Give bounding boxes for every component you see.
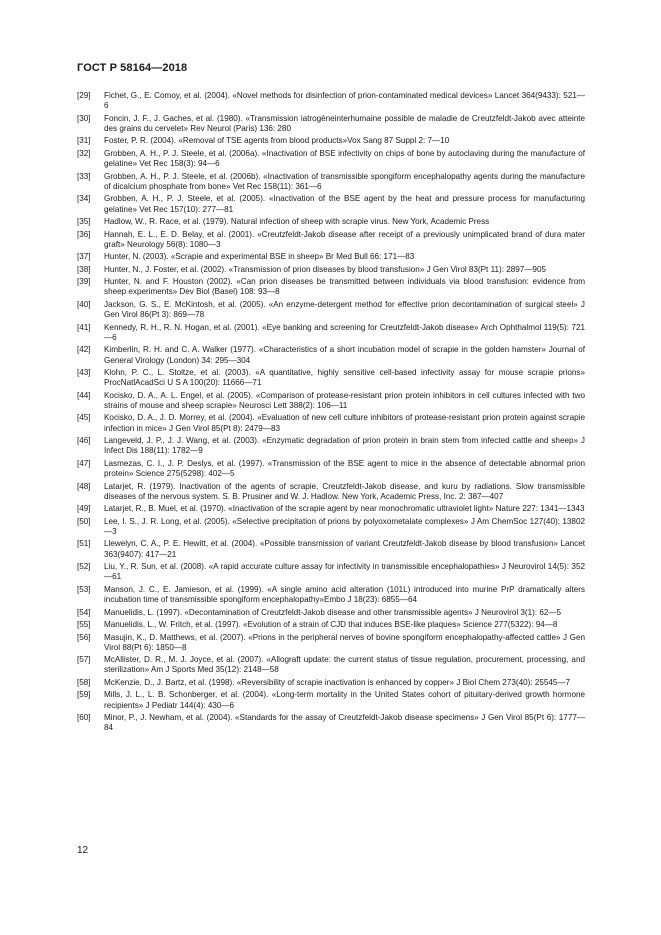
reference-number: [53]: [77, 584, 91, 594]
reference-text: Manuelidis, L. (1997). «Decontamination of Creutzfeldt-Jakob disease and other transmissible agents» J Neurovirol 3(1): 62—5: [104, 607, 562, 617]
reference-number: [59]: [77, 690, 91, 700]
reference-text: Latarjet, R. (1979). Inactivation of the agents of scrapie, Creutzfeldt-Jakob disease, and kuru by radiations. Slow transmissible diseases of the nervous system. S. B. Prusiner and W. J. Hadlow. New York, Academic Press, Inc. 2: 387—407: [104, 481, 585, 501]
reference-text: Latarjet, R., B. Muel, et al. (1970). «Inactivation of the scrapie agent by near monochromatic ultraviolet light» Nature 227: 1341—1343: [104, 504, 585, 514]
reference-item: [77, 413, 585, 433]
reference-text: Hunter, N. (2003). «Scrapie and experimental BSE in sheep» Br Med Bull 66: 171—83: [104, 252, 415, 262]
reference-item: [77, 149, 585, 169]
reference-number: [43]: [77, 368, 91, 378]
reference-text: Hunter, N. and F. Houston (2002). «Can prion diseases be transmitted between individuals via blood transfusion: evidence from sheep experiments» Dev Biol (Basel) 108: 93—8: [104, 277, 585, 297]
reference-number: [36]: [77, 229, 91, 239]
reference-item: [77, 436, 585, 456]
reference-item: [77, 217, 585, 227]
reference-number: [37]: [77, 252, 91, 262]
reference-number: [50]: [77, 516, 91, 526]
reference-text: Kennedy, R. H., R. N. Hogan, et al. (2001). «Eye banking and screening for Creutzfeldt-Jakob disease» Arch Ophthalmol 119(5): 721—6: [104, 322, 585, 342]
reference-text: Grobben, A. H., P. J. Steele, et al. (2005). «Inactivation of the BSE agent by the heat and pressure process for manufacturing gelatine» Vet Rec 157(10): 277—81: [104, 194, 585, 214]
reference-number: [30]: [77, 113, 91, 123]
reference-number: [48]: [77, 481, 91, 491]
document-header: ГОСТ Р 58164—2018: [77, 62, 188, 74]
reference-list: [77, 91, 585, 736]
reference-text: Manuelidis, L., W. Fritch, et al. (1997). «Evolution of a strain of CJD that induces BSE-like plaques» Science 277(5322): 94—8: [104, 620, 558, 630]
reference-text: Kimberlin, R. H. and C. A. Walker (1977). «Characteristics of a short incubation model of scrapie in the golden hamster» Journal of General Virology (London) 34: 295—304: [104, 345, 585, 365]
reference-number: [56]: [77, 632, 91, 642]
reference-number: [51]: [77, 539, 91, 549]
reference-item: [77, 713, 585, 733]
reference-item: [77, 690, 585, 710]
reference-text: Hannah, E. L., E. D. Belay, et al. (2001). «Creutzfeldt-Jakob disease after receipt of a previously unimplicated brand of dura mater graft» Neurology 56(8): 1080—3: [104, 229, 585, 249]
reference-text: Lasmezas, C. I., J. P. Deslys, et al. (1997). «Transmission of the BSE agent to mice in the absence of detectable abnormal prion protein» Science 275(5298): 402—5: [104, 458, 585, 479]
reference-text: Foncin, J. F., J. Gaches, et al. (1980). «Transmission iatrogèneinterhumaine possible de maladie de Creutzfeldt-Jakob avec atteinte des grains du cervelet» Rev Neurol (Paris) 136: 280: [104, 113, 585, 133]
reference-item: [77, 114, 585, 134]
reference-number: [29]: [77, 91, 91, 100]
reference-item: [77, 265, 585, 275]
reference-text: Liu, Y., R. Sun, et al. (2008). «A rapid accurate culture assay for infectivity in transmissible encephalopathies» J Neurovirol 14(5): 352—61: [104, 562, 585, 582]
reference-text: Lee, I. S., J. R. Long, et al. (2005). «Selective precipitation of prions by polyoxometalate complexes» J Am ChemSoc 127(40): 13802—3: [104, 516, 585, 536]
reference-number: [40]: [77, 299, 91, 309]
reference-item: [77, 194, 585, 214]
reference-number: [42]: [77, 345, 91, 355]
reference-number: [47]: [77, 458, 91, 468]
reference-item: [77, 230, 585, 250]
reference-item: [77, 91, 585, 111]
reference-text: Grobben, A. H., P. J. Steele, et al. (2006a). «Inactivation of BSE infectivity on chips of bone by autoclaving during the manufacture of gelatine» Vet Rec 158(3): 94—6: [104, 148, 585, 169]
reference-number: [31]: [77, 136, 91, 146]
reference-number: [58]: [77, 677, 91, 687]
reference-number: [54]: [77, 607, 91, 617]
reference-text: Grobben, A. H., P. J. Steele, et al. (2006b). «Inactivation of transmissible spongiform encephalopathy agents during the manufacture of dicalcium phosphate from bone» Vet Rec 158(11): 361—6: [104, 171, 585, 191]
reference-text: Foster, P. R. (2004). «Removal of TSE agents from blood products»Vox Sang 87 Suppl 2: 7—10: [104, 136, 450, 146]
reference-item: [77, 608, 585, 618]
reference-number: [57]: [77, 655, 91, 665]
reference-item: [77, 482, 585, 502]
reference-item: [77, 252, 585, 262]
reference-item: [77, 136, 585, 146]
reference-text: Minor, P., J. Newham, et al. (2004). «Standards for the assay of Creutzfeldt-Jakob disease specimens» J Gen Virol 85(Pt 6): 1777—84: [104, 713, 585, 733]
reference-text: Manson, J. C., E. Jamieson, et al. (1999). «A single amino acid alteration (101L) introduced into murine PrP dramatically alters incubation time of transmissible spongiform encephalopathy»Embo J 18(23): 6855—64: [104, 584, 585, 605]
reference-item: [77, 368, 585, 388]
reference-number: [45]: [77, 413, 91, 423]
reference-item: [77, 539, 585, 559]
reference-text: Kocisko, D. A., J. D. Morrey, et al. (2004). «Evaluation of new cell culture inhibitors of protease-resistant prion protein against scrapie infection in mice» J Gen Virol 85(Pt 8): 2479—83: [104, 413, 585, 433]
reference-number: [49]: [77, 504, 91, 514]
reference-item: [77, 504, 585, 514]
reference-item: [77, 655, 585, 675]
reference-number: [55]: [77, 620, 91, 630]
reference-item: [77, 300, 585, 320]
reference-text: Klohn, P. C., L. Stoltze, et al. (2003). «A quantitative, highly sensitive cell-based infectivity assay for mouse scrapie prions» ProcNatlAcadSci U S A 100(20): 11666—71: [104, 368, 585, 388]
reference-number: [46]: [77, 436, 91, 446]
reference-item: [77, 459, 585, 479]
reference-number: [39]: [77, 277, 91, 287]
reference-item: [77, 633, 585, 653]
reference-text: Jackson, G. S., E. McKintosh, et al. (2005). «An enzyme-detergent method for effective prion decontamination of surgical steel» J Gen Virol 86(Pt 3): 869—78: [104, 299, 585, 320]
reference-text: Hadlow, W., R. Race, et al. (1979). Natural infection of sheep with scrapie virus. New York, Academic Press: [104, 217, 490, 227]
reference-text: Langeveld, J. P., J. J. Wang, et al. (2003). «Enzymatic degradation of prion protein in brain stem from infected cattle and sheep» J Infect Dis 188(11): 1782—9: [104, 436, 585, 456]
reference-item: [77, 391, 585, 411]
reference-number: [38]: [77, 264, 91, 274]
reference-number: [32]: [77, 148, 91, 158]
reference-item: [77, 562, 585, 582]
reference-text: Llewelyn, C. A., P. E. Hewitt, et al. (2004). «Possible transmission of variant Creutzfeldt-Jakob disease by blood transfusion» Lancet 363(9407): 417—21: [104, 539, 585, 559]
reference-text: Kocisko, D. A., A. L. Engel, et al. (2005). «Comparison of protease-resistant prion protein inhibitors in cell cultures infected with two strains of mouse and sheep scrapie» Neurosci Lett 388(2): 106—11: [104, 390, 585, 410]
reference-item: [77, 277, 585, 297]
reference-text: Fichet, G., E. Comoy, et al. (2004). «Novel methods for disinfection of prion-contaminated medical devices» Lancet 364(9433): 521—6: [104, 91, 585, 111]
reference-item: [77, 345, 585, 365]
reference-number: [41]: [77, 322, 91, 332]
reference-text: Hunter, N., J. Foster, et al. (2002). «Transmission of prion diseases by blood transfusion» J Gen Virol 83(Pt 11): 2897—905: [104, 264, 546, 274]
reference-number: [35]: [77, 217, 91, 227]
reference-number: [60]: [77, 713, 91, 723]
reference-item: [77, 172, 585, 192]
reference-item: [77, 678, 585, 688]
reference-number: [33]: [77, 171, 91, 181]
reference-item: [77, 620, 585, 630]
reference-number: [52]: [77, 562, 91, 572]
reference-number: [44]: [77, 390, 91, 400]
reference-number: [34]: [77, 194, 91, 204]
page-number: 12: [77, 845, 89, 856]
reference-text: Masujin, K., D. Matthews, et al. (2007). «Prions in the peripheral nerves of bovine spongiform encephalopathy-affected cattle» J Gen Virol 88(Pt 6): 1850—8: [104, 632, 585, 652]
reference-text: Mills, J. L., L. B. Schonberger, et al. (2004). «Long-term mortality in the United States cohort of pituitary-derived growth hormone recipients» J Pediatr 144(4): 430—6: [104, 690, 585, 710]
reference-item: [77, 517, 585, 537]
reference-item: [77, 585, 585, 605]
reference-item: [77, 323, 585, 343]
reference-text: McKenzie, D., J. Bartz, et al. (1998). «Reversibility of scrapie inactivation is enhanced by copper» J Biol Chem 273(40): 25545—7: [104, 677, 571, 687]
reference-text: McAllister, D. R., M. J. Joyce, et al. (2007). «Allograft update: the current status of tissue regulation, procurement, processing, and sterilization» Am J Sports Med 35(12): 2148—58: [104, 655, 585, 675]
